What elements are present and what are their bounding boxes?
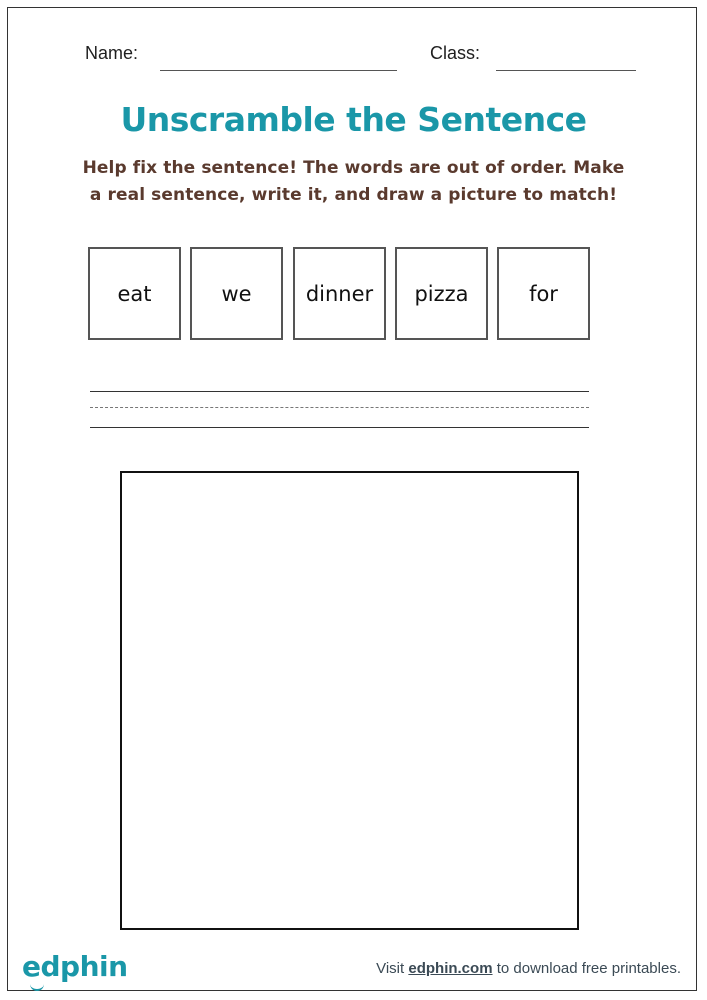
writing-line-top[interactable] [90,391,589,392]
name-field-line[interactable] [160,70,397,71]
footer-link[interactable]: edphin.com [408,960,493,977]
word-card[interactable]: dinner [293,247,386,340]
word-card[interactable]: we [190,247,283,340]
instructions-line-1: Help fix the sentence! The words are out of order. Make [82,158,625,178]
name-label: Name: [85,43,139,63]
edphin-logo: edphin [22,950,128,983]
instructions-line-2: a real sentence, write it, and draw a picture to match! [89,185,618,205]
writing-line-bottom[interactable] [90,427,589,428]
word-card[interactable]: eat [88,247,181,340]
footer-text [376,960,681,977]
word-card[interactable]: for [497,247,590,340]
worksheet-title: Unscramble the Sentence [120,100,587,139]
drawing-box[interactable] [120,471,579,930]
class-label: Class: [430,43,481,63]
class-field-line[interactable] [496,70,636,71]
footer-visit: Visit [376,960,405,977]
word-card[interactable]: pizza [395,247,488,340]
footer-rest: to download free printables. [496,960,681,977]
writing-line-middle [90,407,589,408]
instructions [60,155,647,209]
